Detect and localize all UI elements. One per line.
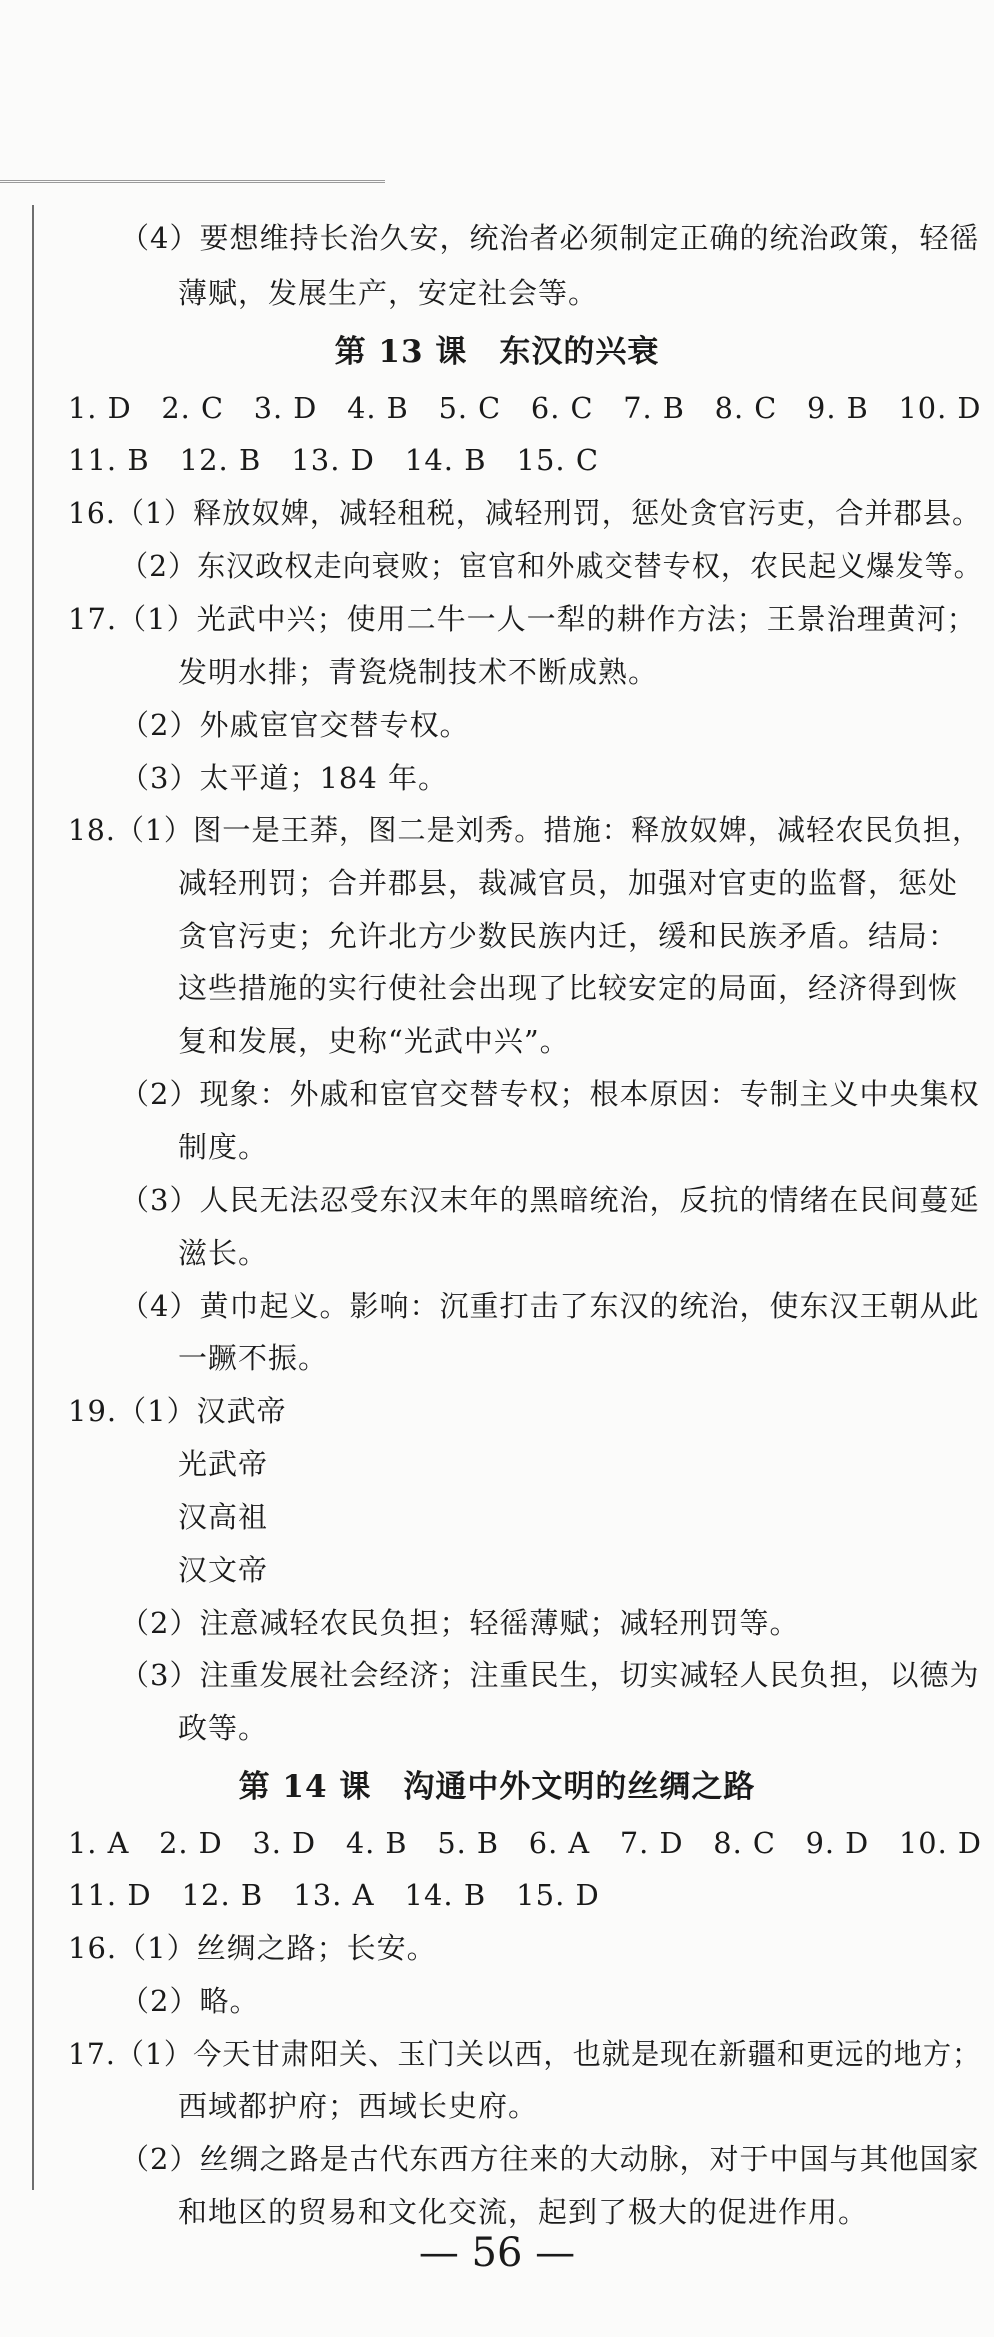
- answer-line: （2）略。: [120, 1984, 260, 2018]
- page-number: — 56 —: [418, 2230, 576, 2276]
- answer-line: 11. D 12. B 13. A 14. B 15. D: [68, 1878, 600, 1912]
- left-margin-rule: [32, 205, 34, 2190]
- answer-line: 16.（1）丝绸之路；长安。: [68, 1931, 437, 1965]
- answer-line: （4）黄巾起义。影响：沉重打击了东汉的统治，使东汉王朝从此: [120, 1289, 980, 1323]
- lesson-title: 第 13 课 东汉的兴衰: [334, 334, 660, 370]
- answer-line: 16.（1）释放奴婢，减轻租税，减轻刑罚，惩处贪官污吏，合并郡县。: [68, 496, 982, 530]
- answer-line: 17.（1）今天甘肃阳关、玉门关以西，也就是现在新疆和更远的地方；: [68, 2037, 982, 2071]
- answer-line: 17.（1）光武中兴；使用二牛一人一犁的耕作方法；王景治理黄河；: [68, 602, 977, 636]
- answer-line: 1. A 2. D 3. D 4. B 5. B 6. A 7. D 8. C 9. D 10. D: [68, 1826, 982, 1860]
- answer-line: 制度。: [178, 1130, 269, 1164]
- answer-line: （4）要想维持长治久安，统治者必须制定正确的统治政策，轻徭: [120, 221, 980, 255]
- answer-line: 18.（1）图一是王莽，图二是刘秀。措施：释放奴婢，减轻农民负担，: [68, 813, 982, 847]
- answer-line: （3）人民无法忍受东汉末年的黑暗统治，反抗的情绪在民间蔓延: [120, 1183, 980, 1217]
- answer-line: 复和发展，史称“光武中兴”。: [178, 1024, 570, 1058]
- answer-line: 薄赋，发展生产，安定社会等。: [178, 276, 599, 310]
- answer-line: （2）东汉政权走向衰败；宦官和外戚交替专权，农民起义爆发等。: [120, 549, 983, 583]
- answer-line: 1. D 2. C 3. D 4. B 5. C 6. C 7. B 8. C 9. B 10. D: [68, 391, 982, 425]
- answer-line: 汉文帝: [178, 1553, 269, 1587]
- answer-line: （2）注意减轻农民负担；轻徭薄赋；减轻刑罚等。: [120, 1606, 800, 1640]
- answer-line: 一蹶不振。: [178, 1341, 329, 1375]
- answer-line: （2）外戚宦官交替专权。: [120, 708, 470, 742]
- answer-line: 发明水排；青瓷烧制技术不断成熟。: [178, 655, 659, 689]
- lesson-title: 第 14 课 沟通中外文明的丝绸之路: [238, 1769, 756, 1805]
- answer-line: 这些措施的实行使社会出现了比较安定的局面，经济得到恢: [178, 971, 959, 1005]
- answer-line: 和地区的贸易和文化交流，起到了极大的促进作用。: [178, 2195, 869, 2229]
- answer-line: 光武帝: [178, 1447, 269, 1481]
- answer-line: 西域都护府；西域长史府。: [178, 2089, 539, 2123]
- answer-line: 贪官污吏；允许北方少数民族内迁，缓和民族矛盾。结局：: [178, 919, 959, 953]
- answer-line: 政等。: [178, 1711, 269, 1745]
- answer-line: 减轻刑罚；合并郡县，裁减官员，加强对官吏的监督，惩处: [178, 866, 959, 900]
- answer-line: （3）太平道；184 年。: [120, 761, 449, 795]
- answer-line: （2）丝绸之路是古代东西方往来的大动脉，对于中国与其他国家: [120, 2142, 980, 2176]
- answer-line: （3）注重发展社会经济；注重民生，切实减轻人民负担，以德为: [120, 1658, 980, 1692]
- answer-line: （2）现象：外戚和宦官交替专权；根本原因：专制主义中央集权: [120, 1077, 980, 1111]
- answer-line: 19.（1）汉武帝: [68, 1394, 287, 1428]
- answer-line: 滋长。: [178, 1236, 269, 1270]
- answer-line: 汉高祖: [178, 1500, 269, 1534]
- answer-line: 11. B 12. B 13. D 14. B 15. C: [68, 443, 600, 477]
- top-decorative-rule: [0, 180, 385, 183]
